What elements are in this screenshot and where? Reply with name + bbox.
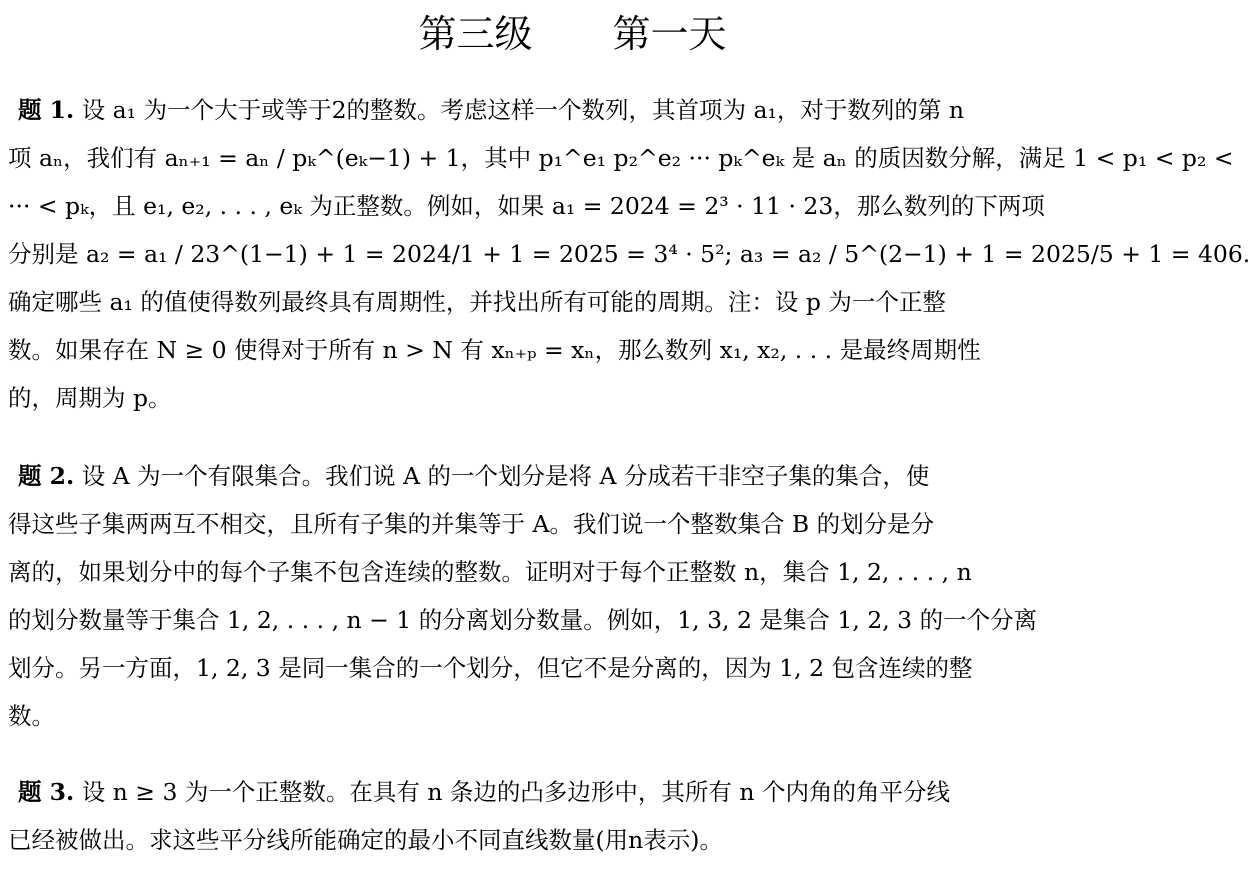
problem-line: 分别是 a₂ = a₁ / 23^(1−1) + 1 = 2024/1 + 1 = 2025 = 3⁴ · 5²; a₃ = a₂ / 5^(2−1) + 1 = 2025/5 + 1 = 406. (8, 240, 1250, 268)
problem-line: 确定哪些 a₁ 的值使得数列最终具有周期性，并找出所有可能的周期。注：设 p 为一个正整 (8, 288, 946, 316)
problem-line (8, 768, 1114, 816)
problem-text: 设 a₁ 为一个大于或等于2的整数。考虑这样一个数列，其首项为 a₁，对于数列的第 n (81, 96, 965, 124)
problem-text: 设 n ≥ 3 为一个正整数。在具有 n 条边的凸多边形中，其所有 n 个内角的角平分线 (81, 778, 951, 806)
problem-2 (8, 452, 1114, 740)
problem-label: 题 2. (18, 462, 75, 490)
problem-label: 题 1. (18, 96, 75, 124)
problem-3 (8, 768, 1114, 864)
problem-line: 离的，如果划分中的每个子集不包含连续的整数。证明对于每个正整数 n，集合 1, 2, . . . , n (8, 558, 972, 586)
problem-line: 划分。另一方面，1, 2, 3 是同一集合的一个划分，但它不是分离的，因为 1, 2 包含连续的整 (8, 654, 973, 682)
problem-line: 数。如果存在 N ≥ 0 使得对于所有 n > N 有 xₙ₊ₚ = xₙ，那么数列 x₁, x₂, . . . 是最终周期性 (8, 336, 981, 364)
problem-text: 设 A 为一个有限集合。我们说 A 的一个划分是将 A 分成若干非空子集的集合，使 (81, 462, 930, 490)
problem-line: 得这些子集两两互不相交，且所有子集的并集等于 A。我们说一个整数集合 B 的划分是分 (8, 510, 935, 538)
problem-1 (8, 86, 1250, 422)
title-day: 第一天 (612, 12, 727, 56)
problem-line: ··· < pₖ，且 e₁, e₂, . . . , eₖ 为正整数。例如，如果 a₁ = 2024 = 2³ · 11 · 23，那么数列的下两项 (8, 192, 1045, 220)
problem-line (8, 452, 1114, 500)
problem-label: 题 3. (18, 778, 75, 806)
page-title (0, 8, 1145, 60)
problem-line: 的划分数量等于集合 1, 2, . . . , n − 1 的分离划分数量。例如，1, 3, 2 是集合 1, 2, 3 的一个分离 (8, 606, 1038, 634)
title-level: 第三级 (418, 12, 533, 56)
problem-line: 已经被做出。求这些平分线所能确定的最小不同直线数量(用n表示)。 (8, 826, 723, 854)
problem-line: 的，周期为 p。 (8, 384, 172, 412)
problem-line: 项 aₙ，我们有 aₙ₊₁ = aₙ / pₖ^(eₖ−1) + 1，其中 p₁^e₁ p₂^e₂ ··· pₖ^eₖ 是 aₙ 的质因数分解，满足 1 < p₁ < p₂ < (8, 144, 1234, 172)
problem-line (8, 86, 1114, 134)
problem-line: 数。 (8, 702, 55, 730)
